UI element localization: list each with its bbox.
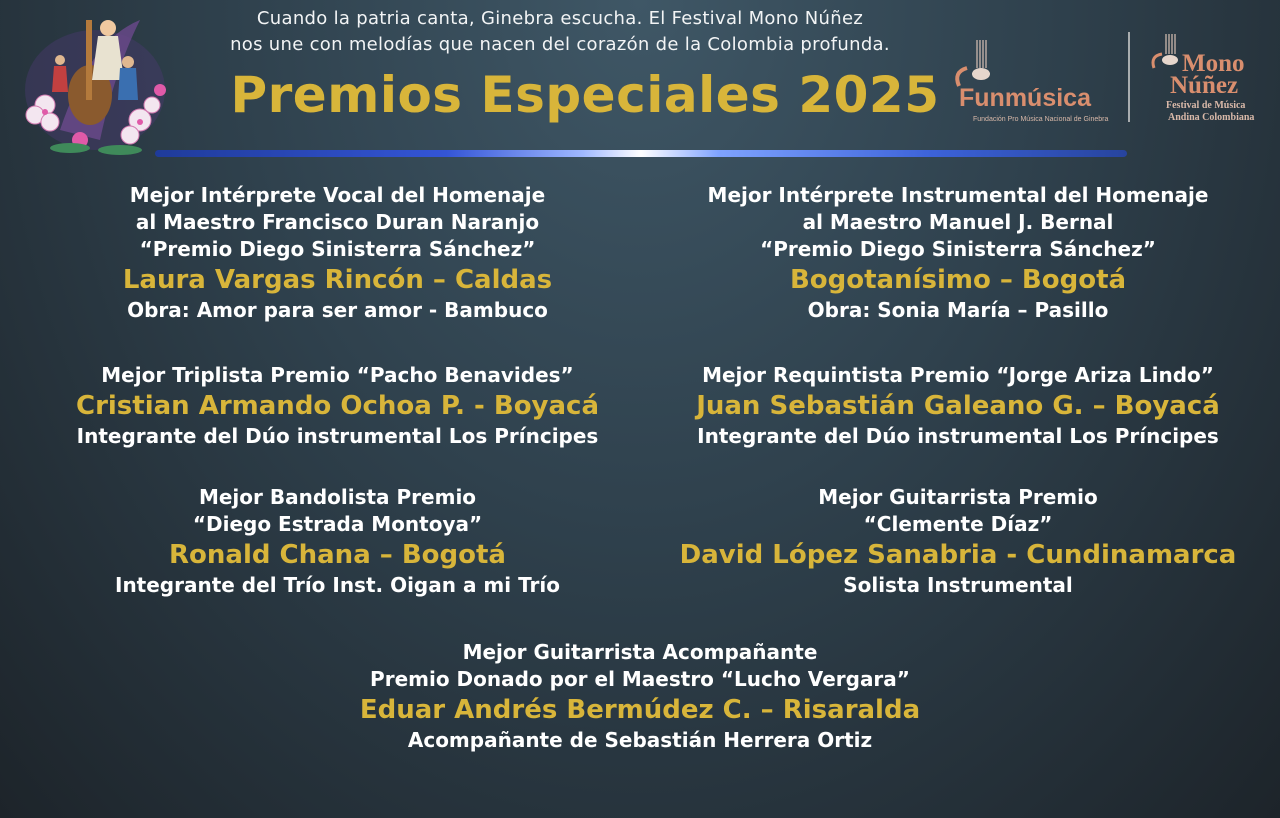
award-instrumental-homenaje — [648, 182, 1268, 324]
award-guitarrista — [648, 484, 1268, 599]
award-winner: Eduar Andrés Bermúdez C. – Risaralda — [359, 695, 921, 725]
award-detail: Acompañante de Sebastián Herrera Ortiz — [407, 728, 873, 752]
award-winner: Bogotanísimo – Bogotá — [789, 265, 1127, 295]
award-category: “Premio Diego Sinisterra Sánchez” — [139, 237, 536, 261]
award-detail: Integrante del Dúo instrumental Los Príncipes — [697, 424, 1219, 448]
logo-divider — [1128, 32, 1130, 122]
mono-nunez-line1: Mono — [1182, 50, 1245, 77]
award-detail: Integrante del Dúo instrumental Los Príncipes — [76, 424, 599, 448]
intro-text — [180, 6, 940, 58]
award-category: Mejor Requintista Premio “Jorge Ariza Lindo” — [702, 363, 1214, 387]
intro-line: nos une con melodías que nacen del corazón de la Colombia profunda. — [230, 34, 890, 55]
award-detail: Solista Instrumental — [843, 573, 1073, 597]
award-category: Mejor Bandolista Premio — [198, 485, 477, 509]
award-vocal-homenaje — [30, 182, 645, 324]
funmusica-subtitle: Fundación Pro Música Nacional de Ginebra — [973, 116, 1109, 123]
award-category: Premio Donado por el Maestro “Lucho Vergara” — [370, 667, 910, 691]
mono-nunez-line4: Andina Colombiana — [1168, 112, 1255, 123]
award-category: Mejor Guitarrista Acompañante — [462, 640, 818, 664]
mono-nunez-logo — [1140, 30, 1270, 130]
award-category: Mejor Triplista Premio “Pacho Benavides” — [101, 363, 574, 387]
award-winner: David López Sanabria - Cundinamarca — [679, 540, 1237, 570]
mono-nunez-line3: Festival de Música — [1166, 100, 1246, 111]
award-requintista — [648, 362, 1268, 450]
intro-line: Cuando la patria canta, Ginebra escucha. El Festival Mono Núñez — [256, 8, 864, 29]
award-winner: Laura Vargas Rincón – Caldas — [122, 265, 553, 295]
award-category: al Maestro Manuel J. Bernal — [802, 210, 1114, 234]
award-category: Mejor Guitarrista Premio — [818, 485, 1098, 509]
award-winner: Juan Sebastián Galeano G. – Boyacá — [696, 391, 1220, 421]
award-bandolista — [30, 484, 645, 599]
funmusica-name: Funmúsica — [959, 84, 1091, 112]
award-category: “Clemente Díaz” — [863, 512, 1053, 536]
award-category: “Diego Estrada Montoya” — [192, 512, 483, 536]
award-category: “Premio Diego Sinisterra Sánchez” — [760, 237, 1156, 261]
funmusica-logo — [945, 38, 1120, 123]
award-winner: Cristian Armando Ochoa P. - Boyacá — [75, 391, 600, 421]
award-category: al Maestro Francisco Duran Naranjo — [135, 210, 540, 234]
award-category: Mejor Intérprete Vocal del Homenaje — [129, 183, 546, 207]
award-detail: Integrante del Trío Inst. Oigan a mi Trío — [115, 573, 560, 597]
award-guitarrista-acompanante — [240, 639, 1040, 754]
award-triplista — [30, 362, 645, 450]
award-category: Mejor Intérprete Instrumental del Homenaje — [707, 183, 1209, 207]
divider-bar — [155, 150, 1127, 157]
page-title: Premios Especiales 2025 — [230, 66, 940, 124]
festival-illustration — [20, 0, 170, 160]
award-detail: Obra: Amor para ser amor - Bambuco — [127, 298, 548, 322]
award-winner: Ronald Chana – Bogotá — [169, 540, 506, 570]
sponsor-logos — [945, 30, 1265, 130]
mono-nunez-line2: Núñez — [1170, 72, 1239, 99]
award-detail: Obra: Sonia María – Pasillo — [807, 298, 1109, 322]
